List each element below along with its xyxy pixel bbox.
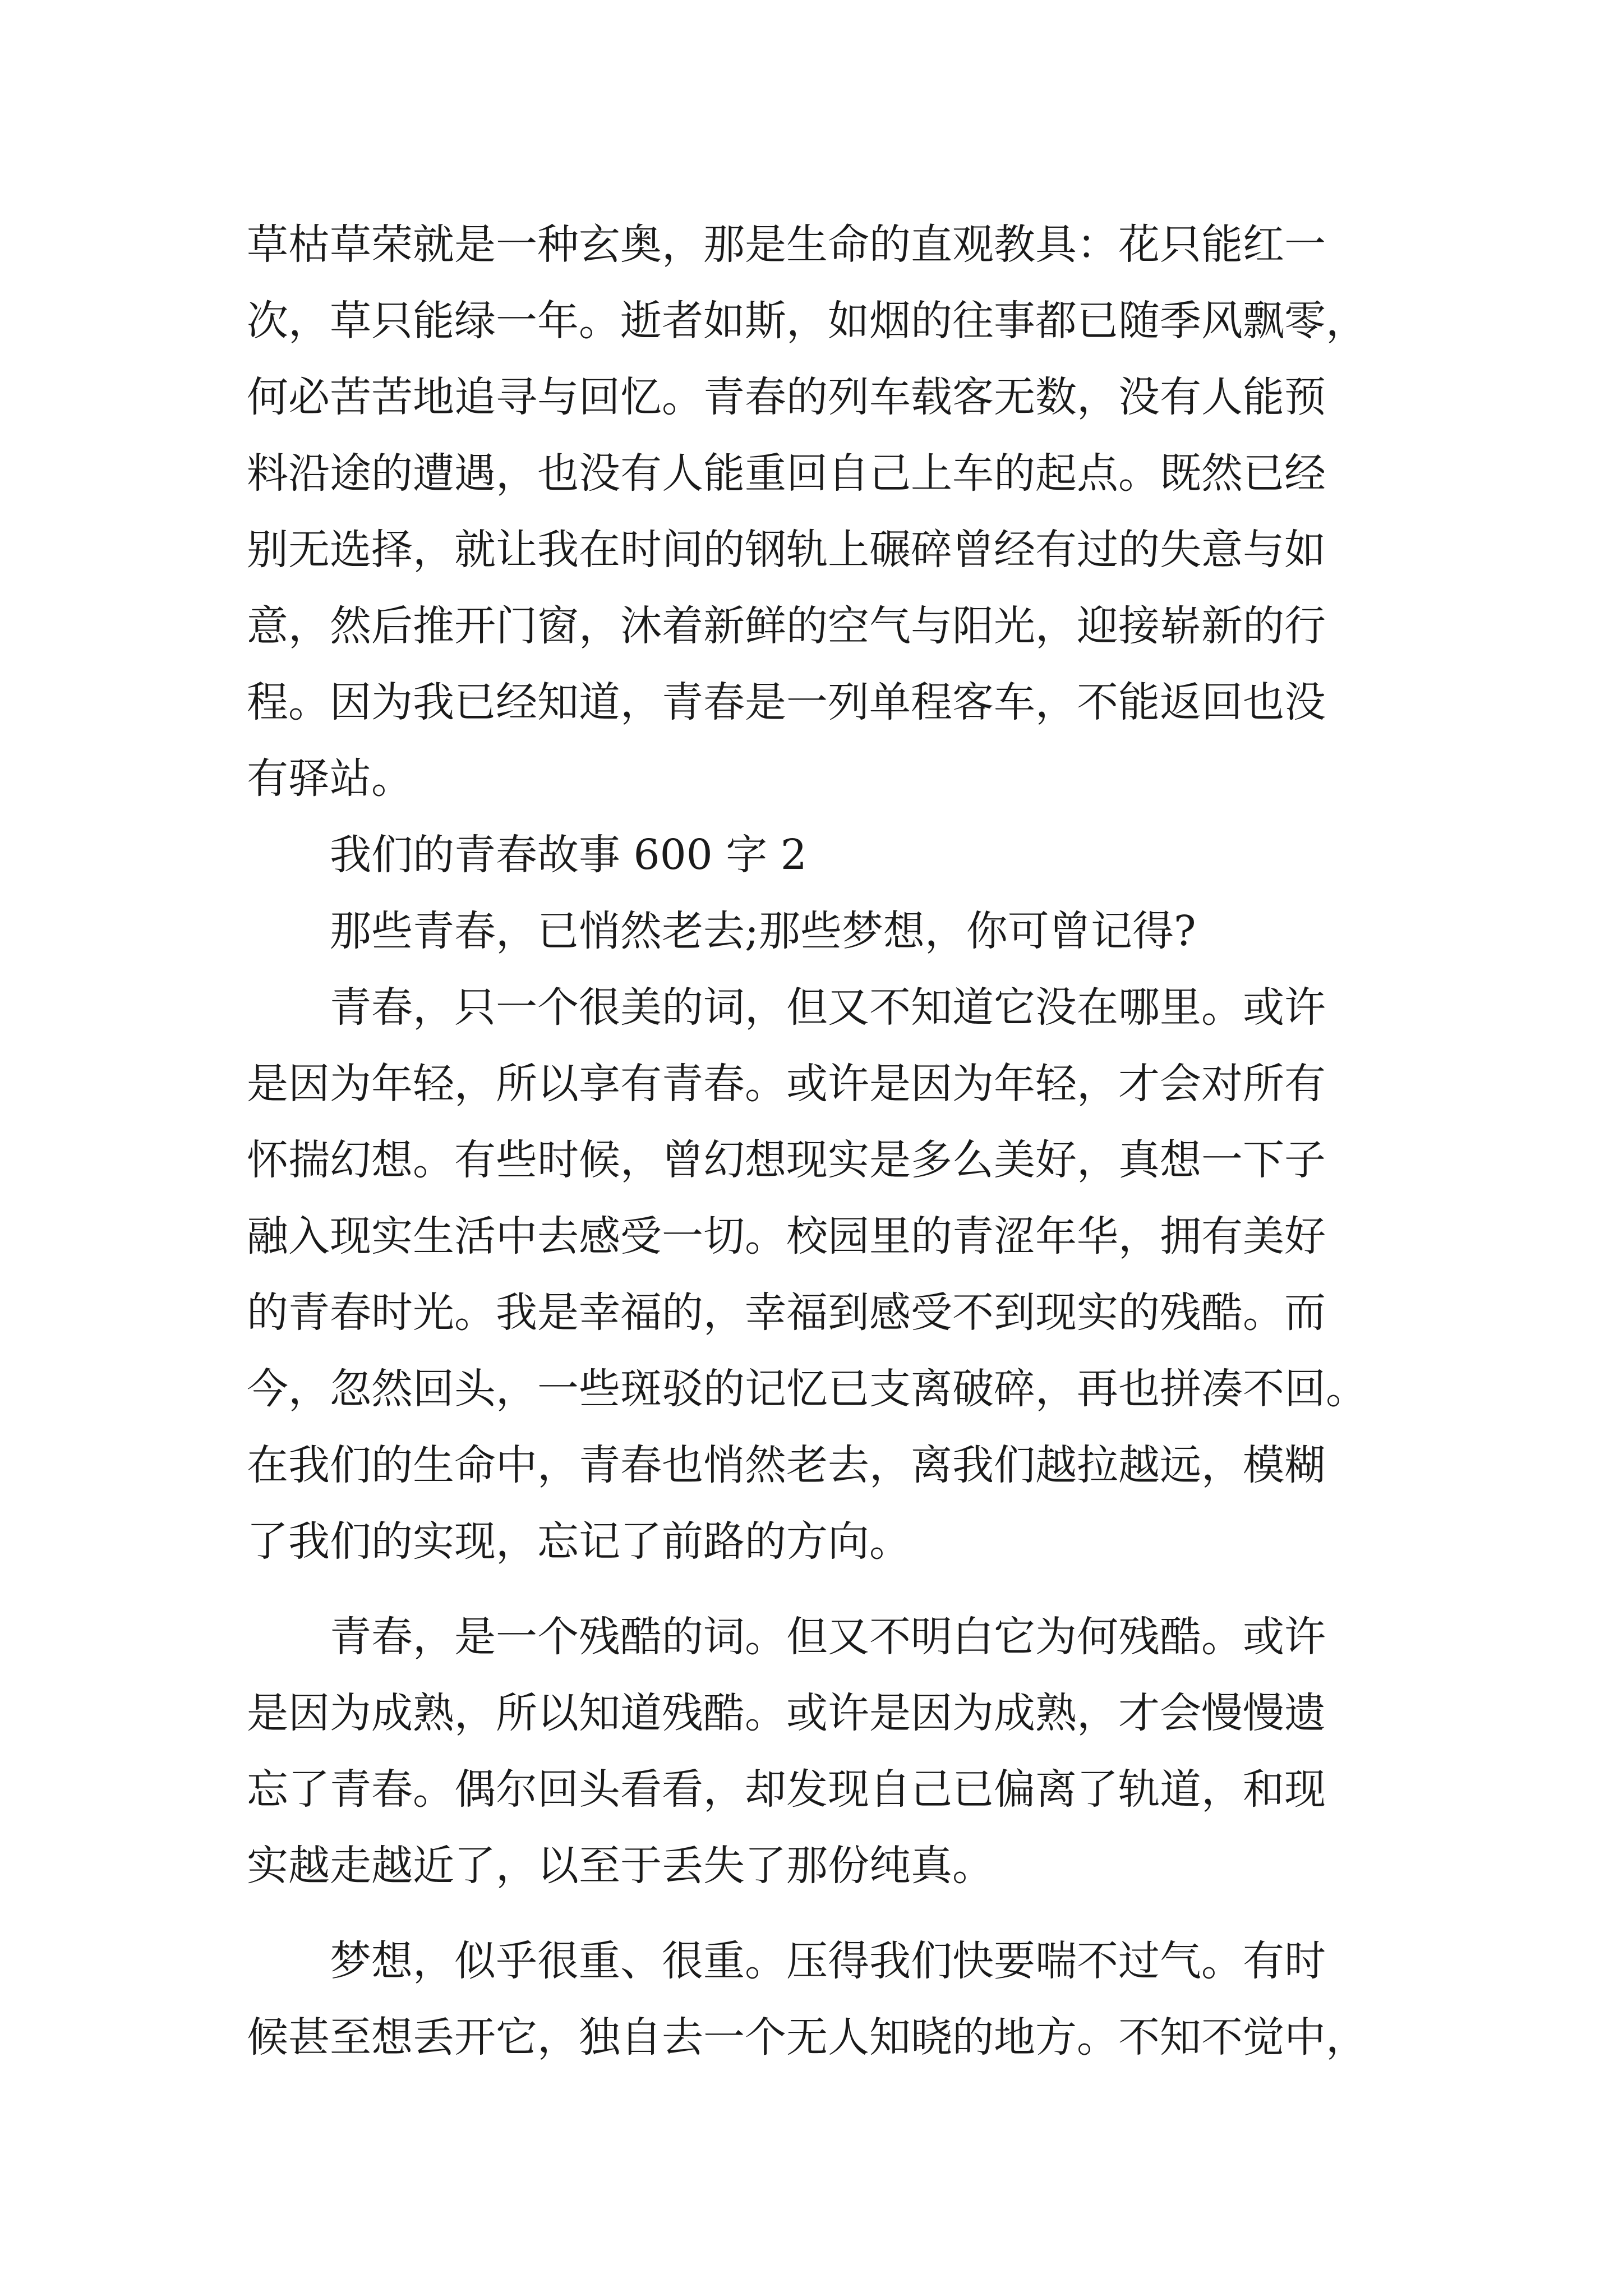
body-text-line: 是因为成熟，所以知道残酷。或许是因为成熟，才会慢慢遗 — [247, 1689, 1326, 1737]
body-text-line: 的青春时光。我是幸福的，幸福到感受不到现实的残酷。而 — [247, 1289, 1326, 1337]
subtitle-line: 那些青春，已悄然老去;那些梦想，你可曾记得? — [330, 907, 1196, 955]
body-text-line: 融入现实生活中去感受一切。校园里的青涩年华，拥有美好 — [247, 1212, 1326, 1260]
body-text-line: 有驿站。 — [247, 754, 413, 803]
body-text-line: 在我们的生命中，青春也悄然老去，离我们越拉越远，模糊 — [247, 1441, 1326, 1489]
body-text-line: 候甚至想丢开它，独自去一个无人知晓的地方。不知不觉中， — [247, 2013, 1367, 2062]
body-text-line: 程。因为我已经知道，青春是一列单程客车，不能返回也没 — [247, 678, 1326, 726]
body-text-line: 别无选择，就让我在时间的钢轨上碾碎曾经有过的失意与如 — [247, 526, 1326, 574]
section-heading: 我们的青春故事 600 字 2 — [330, 831, 807, 879]
body-text-line: 今，忽然回头，一些斑驳的记忆已支离破碎，再也拼凑不回。 — [247, 1365, 1367, 1413]
body-text-line: 意，然后推开门窗，沐着新鲜的空气与阳光，迎接崭新的行 — [247, 602, 1326, 650]
body-text-line: 了我们的实现，忘记了前路的方向。 — [247, 1517, 911, 1566]
body-text-line: 梦想，似乎很重、很重。压得我们快要喘不过气。有时 — [330, 1937, 1326, 1985]
body-text-line: 是因为年轻，所以享有青春。或许是因为年轻，才会对所有 — [247, 1060, 1326, 1108]
body-text-line: 忘了青春。偶尔回头看看，却发现自己已偏离了轨道，和现 — [247, 1765, 1326, 1814]
body-text-line: 次，草只能绿一年。逝者如斯，如烟的往事都已随季风飘零， — [247, 297, 1367, 345]
body-text-line: 何必苦苦地追寻与回忆。青春的列车载客无数，没有人能预 — [247, 373, 1326, 421]
body-text-line: 青春，只一个很美的词，但又不知道它没在哪里。或许 — [330, 983, 1326, 1032]
body-text-line: 青春，是一个残酷的词。但又不明白它为何残酷。或许 — [330, 1613, 1326, 1661]
body-text-line: 料沿途的遭遇，也没有人能重回自己上车的起点。既然已经 — [247, 449, 1326, 498]
body-text-line: 实越走越近了，以至于丢失了那份纯真。 — [247, 1842, 994, 1890]
body-text-line: 草枯草荣就是一种玄奥，那是生命的直观教具：花只能红一 — [247, 220, 1326, 269]
body-text-line: 怀揣幻想。有些时候，曾幻想现实是多么美好，真想一下子 — [247, 1136, 1326, 1184]
